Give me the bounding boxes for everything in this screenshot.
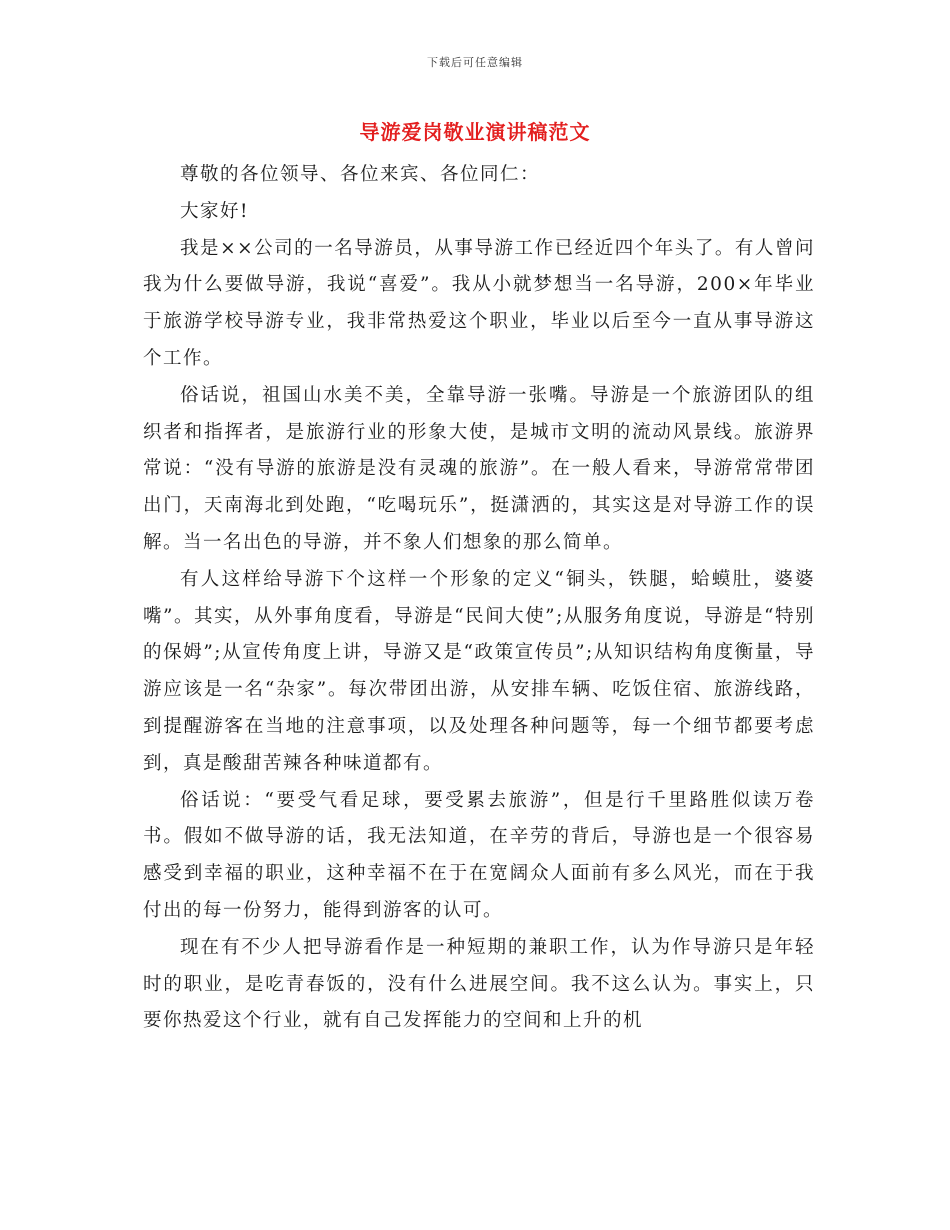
document-title: 导游爱岗敬业演讲稿范文: [359, 120, 591, 144]
paragraph: 我是××公司的一名导游员，从事导游工作已经近四个年头了。有人曾问我为什么要做导游，我说“喜爱”。我从小就梦想当一名导游，200×年毕业于旅游学校导游专业，我非常热爱这个职业，毕业以后至今一直从事导游这个工作。: [143, 237, 815, 369]
salutation: 尊敬的各位领导、各位来宾、各位同仁：: [180, 164, 541, 185]
header-note: 下载后可任意编辑: [427, 56, 523, 69]
paragraph: 有人这样给导游下个这样一个形象的定义“铜头，铁腿，蛤蟆肚，婆婆嘴”。其实，从外事角度看，导游是“民间大使”;从服务角度说，导游是“特别的保姆”;从宣传角度上讲，导游又是“政策宣传员”;从知识结构角度衡量，导游应该是一名“杂家”。每次带团出游，从安排车辆、吃饭住宿、旅游线路，到提醒游客在当地的注意事项，以及处理各种问题等，每一个细节都要考虑到，真是酸甜苦辣各种味道都有。: [143, 568, 815, 774]
paragraph: 现在有不少人把导游看作是一种短期的兼职工作，认为作导游只是年轻时的职业，是吃青春饭的，没有什么进展空间。我不这么认为。事实上，只要你热爱这个行业，就有自己发挥能力的空间和上升的机: [143, 936, 815, 1032]
greeting: 大家好!: [180, 200, 249, 222]
paragraph: 俗话说：“要受气看足球，要受累去旅游”，但是行千里路胜似读万卷书。假如不做导游的话，我无法知道，在辛劳的背后，导游也是一个很容易感受到幸福的职业，这种幸福不在于在宽阔众人面前有多么风光，而在于我付出的每一份努力，能得到游客的认可。: [143, 789, 815, 921]
paragraph: 俗话说，祖国山水美不美，全靠导游一张嘴。导游是一个旅游团队的组织者和指挥者，是旅游行业的形象大使，是城市文明的流动风景线。旅游界常说：“没有导游的旅游是没有灵魂的旅游”。在一般人看来，导游常常带团出门，天南海北到处跑，“吃喝玩乐”，挺潇洒的，其实这是对导游工作的误解。当一名出色的导游，并不象人们想象的那么简单。: [143, 384, 815, 553]
document-body: [143, 157, 815, 1040]
